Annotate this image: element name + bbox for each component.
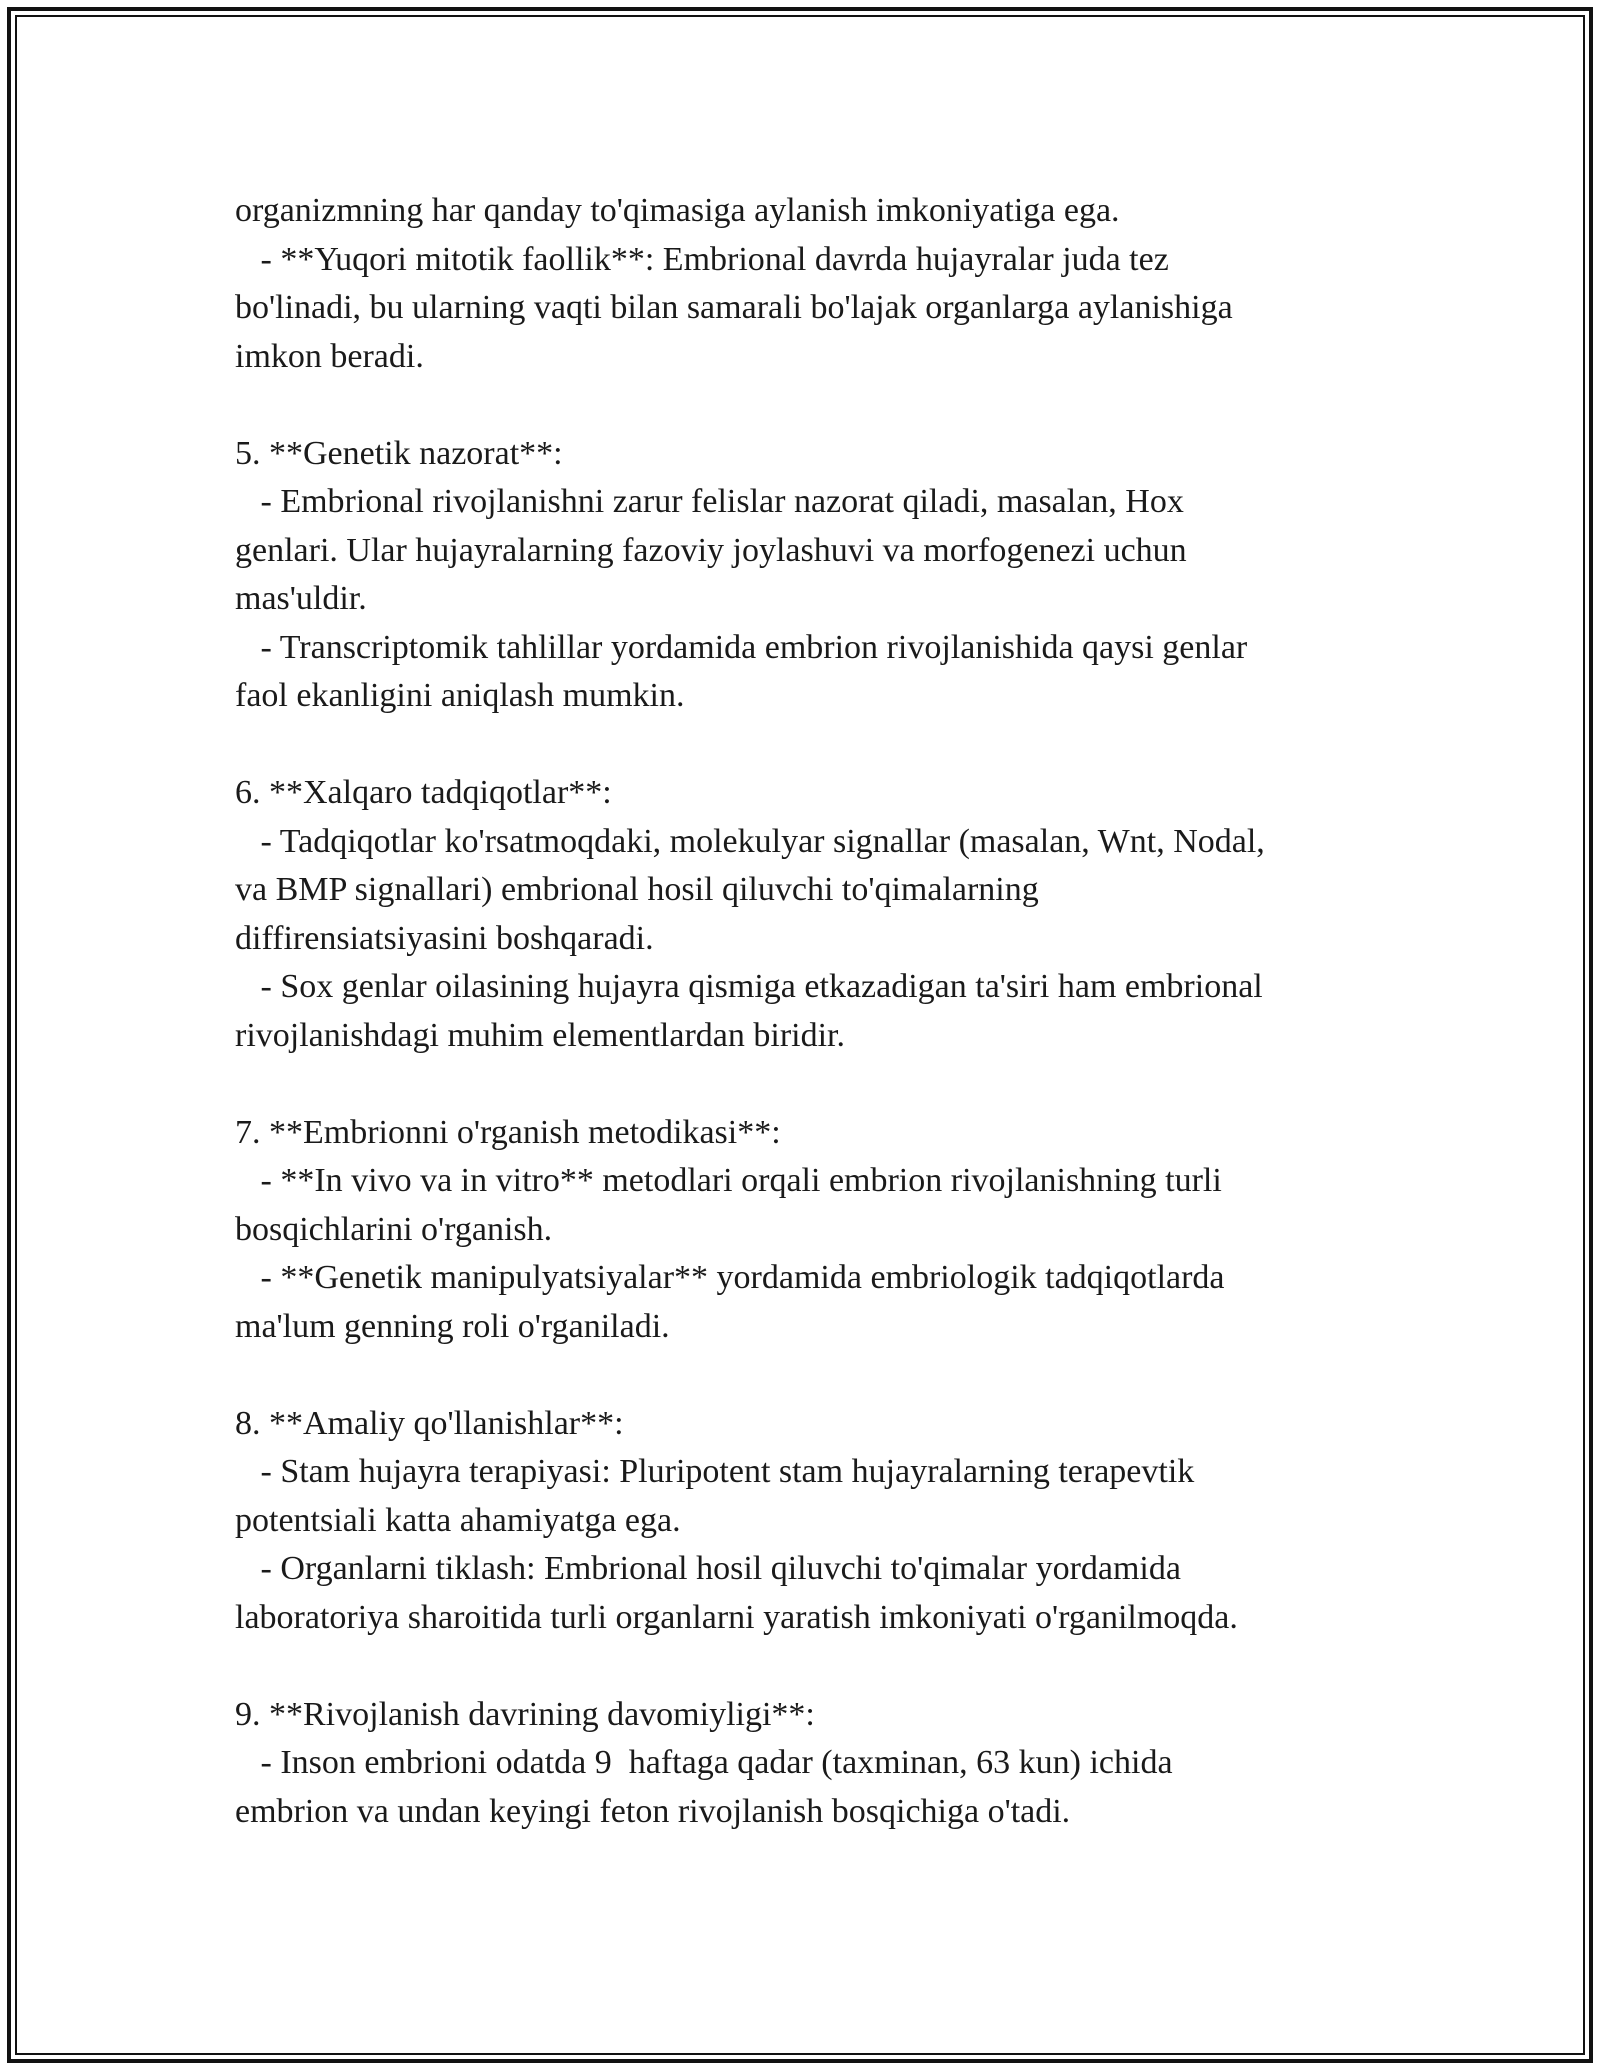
text-line: genlari. Ular hujayralarning fazoviy joylashuvi va morfogenezi uchun (235, 531, 1187, 569)
document-body (235, 187, 1375, 1836)
blank-line (235, 1642, 1375, 1691)
text-line: - Organlarni tiklash: Embrional hosil qiluvchi to'qimalar yordamida (235, 1550, 1181, 1587)
text-line: embrion va undan keyingi feton rivojlanish bosqichiga o'tadi. (235, 1792, 1071, 1830)
text-line: potentsiali katta ahamiyatga ega. (235, 1501, 681, 1539)
section-heading: 7. **Embrionni o'rganish metodikasi**: (235, 1113, 781, 1151)
text-line: ma'lum genning roli o'rganiladi. (235, 1307, 670, 1345)
text-line: bo'linadi, bu ularning vaqti bilan samarali bo'lajak organlarga aylanishiga (235, 289, 1233, 326)
section-heading: 5. **Genetik nazorat**: (235, 434, 563, 472)
section-heading: 8. **Amaliy qo'llanishlar**: (235, 1404, 624, 1442)
text-line: - **Yuqori mitotik faollik**: Embrional davrda hujayralar juda tez (235, 240, 1169, 278)
text-line: organizmning har qanday to'qimasiga aylanish imkoniyatiga ega. (235, 192, 1120, 229)
text-line: diffirensiatsiyasini boshqaradi. (235, 919, 654, 957)
text-line: bosqichlarini o'rganish. (235, 1210, 553, 1248)
text-line: rivojlanishdagi muhim elementlardan biridir. (235, 1016, 845, 1054)
blank-line (235, 1060, 1375, 1109)
text-line: va BMP signallari) embrional hosil qiluvchi to'qimalarning (235, 871, 1039, 908)
blank-line (235, 721, 1375, 770)
text-line: mas'uldir. (235, 580, 367, 617)
text-line: - Transcriptomik tahlillar yordamida embrion rivojlanishida qaysi genlar (235, 628, 1248, 666)
text-line: laboratoriya sharoitida turli organlarni yaratish imkoniyati o'rganilmoqda. (235, 1598, 1238, 1636)
text-line: - Stam hujayra terapiyasi: Pluripotent stam hujayralarning terapevtik (235, 1453, 1195, 1490)
section-heading: 6. **Xalqaro tadqiqotlar**: (235, 774, 612, 811)
blank-line (235, 381, 1375, 430)
text-line: - **Genetik manipulyatsiyalar** yordamida embriologik tadqiqotlarda (235, 1259, 1225, 1296)
text-line: - Tadqiqotlar ko'rsatmoqdaki, molekulyar signallar (masalan, Wnt, Nodal, (235, 822, 1265, 860)
text-line: - **In vivo va in vitro** metodlari orqali embrion rivojlanishning turli (235, 1162, 1222, 1199)
text-line: - Sox genlar oilasining hujayra qismiga etkazadigan ta'siri ham embrional (235, 968, 1263, 1005)
text-line: - Inson embrioni odatda 9 haftaga qadar (taxminan, 63 kun) ichida (235, 1744, 1173, 1781)
text-line: - Embrional rivojlanishni zarur felislar nazorat qiladi, masalan, Hox (235, 483, 1184, 520)
text-line: imkon beradi. (235, 337, 424, 375)
text-line: faol ekanligini aniqlash mumkin. (235, 677, 685, 714)
section-heading: 9. **Rivojlanish davrining davomiyligi**: (235, 1695, 815, 1733)
blank-line (235, 1351, 1375, 1400)
